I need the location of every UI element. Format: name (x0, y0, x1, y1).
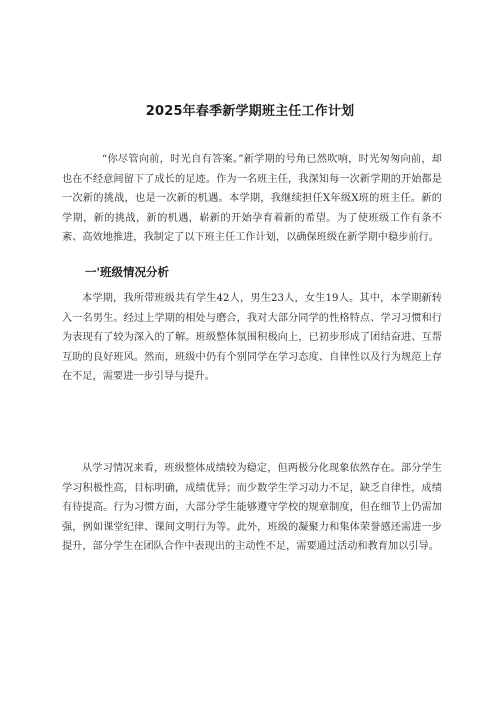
class-overview-paragraph: 本学期，我所带班级共有学生42人，男生23人，女生19人。其中，本学期新转入一名男生。经过上学期的相处与磨合，我对大部分同学的性格特点、学习习惯和行为表现有了较为深入的了解。班级整体氛围积极向上，已初步形成了团结奋进、互帮互助的良好班风。然而，班级中仍有个别同学在学习态度、自律性以及行为规范上存在不足，需要进一步引导与提升。 (62, 293, 442, 383)
section-heading: 一'班级情况分析 (85, 265, 170, 279)
intro-paragraph: “你尽管向前，时光自有答案。”新学期的号角已然吹响，时光匆匆向前，却也在不经意间留下了成长的足迹。作为一名班主任，我深知每一次新学期的开始都是一次新的挑战，也是一次新的机遇。本学期，我继续担任X年级X班的班主任。新的学期，新的挑战，新的机遇，崭新的开始孕育着新的希望。为了使班级工作有条不紊、高效地推进，我制定了以下班主任工作计划，以确保班级在新学期中稳步前行。 (62, 154, 442, 244)
document-title: 2025年春季新学期班主任工作计划 (145, 104, 355, 119)
learning-situation-paragraph: 从学习情况来看，班级整体成绩较为稳定，但两极分化现象依然存在。部分学生学习积极性高，目标明确，成绩优异；而少数学生学习动力不足，缺乏自律性，成绩有待提高。行为习惯方面，大部分学生能够遵守学校的规章制度，但在细节上仍需加强，例如课堂纪律、课间文明行为等。此外，班级的凝聚力和集体荣誉感还需进一步提升，部分学生在团队合作中表现出的主动性不足，需要通过活动和教育加以引导。 (62, 463, 442, 553)
